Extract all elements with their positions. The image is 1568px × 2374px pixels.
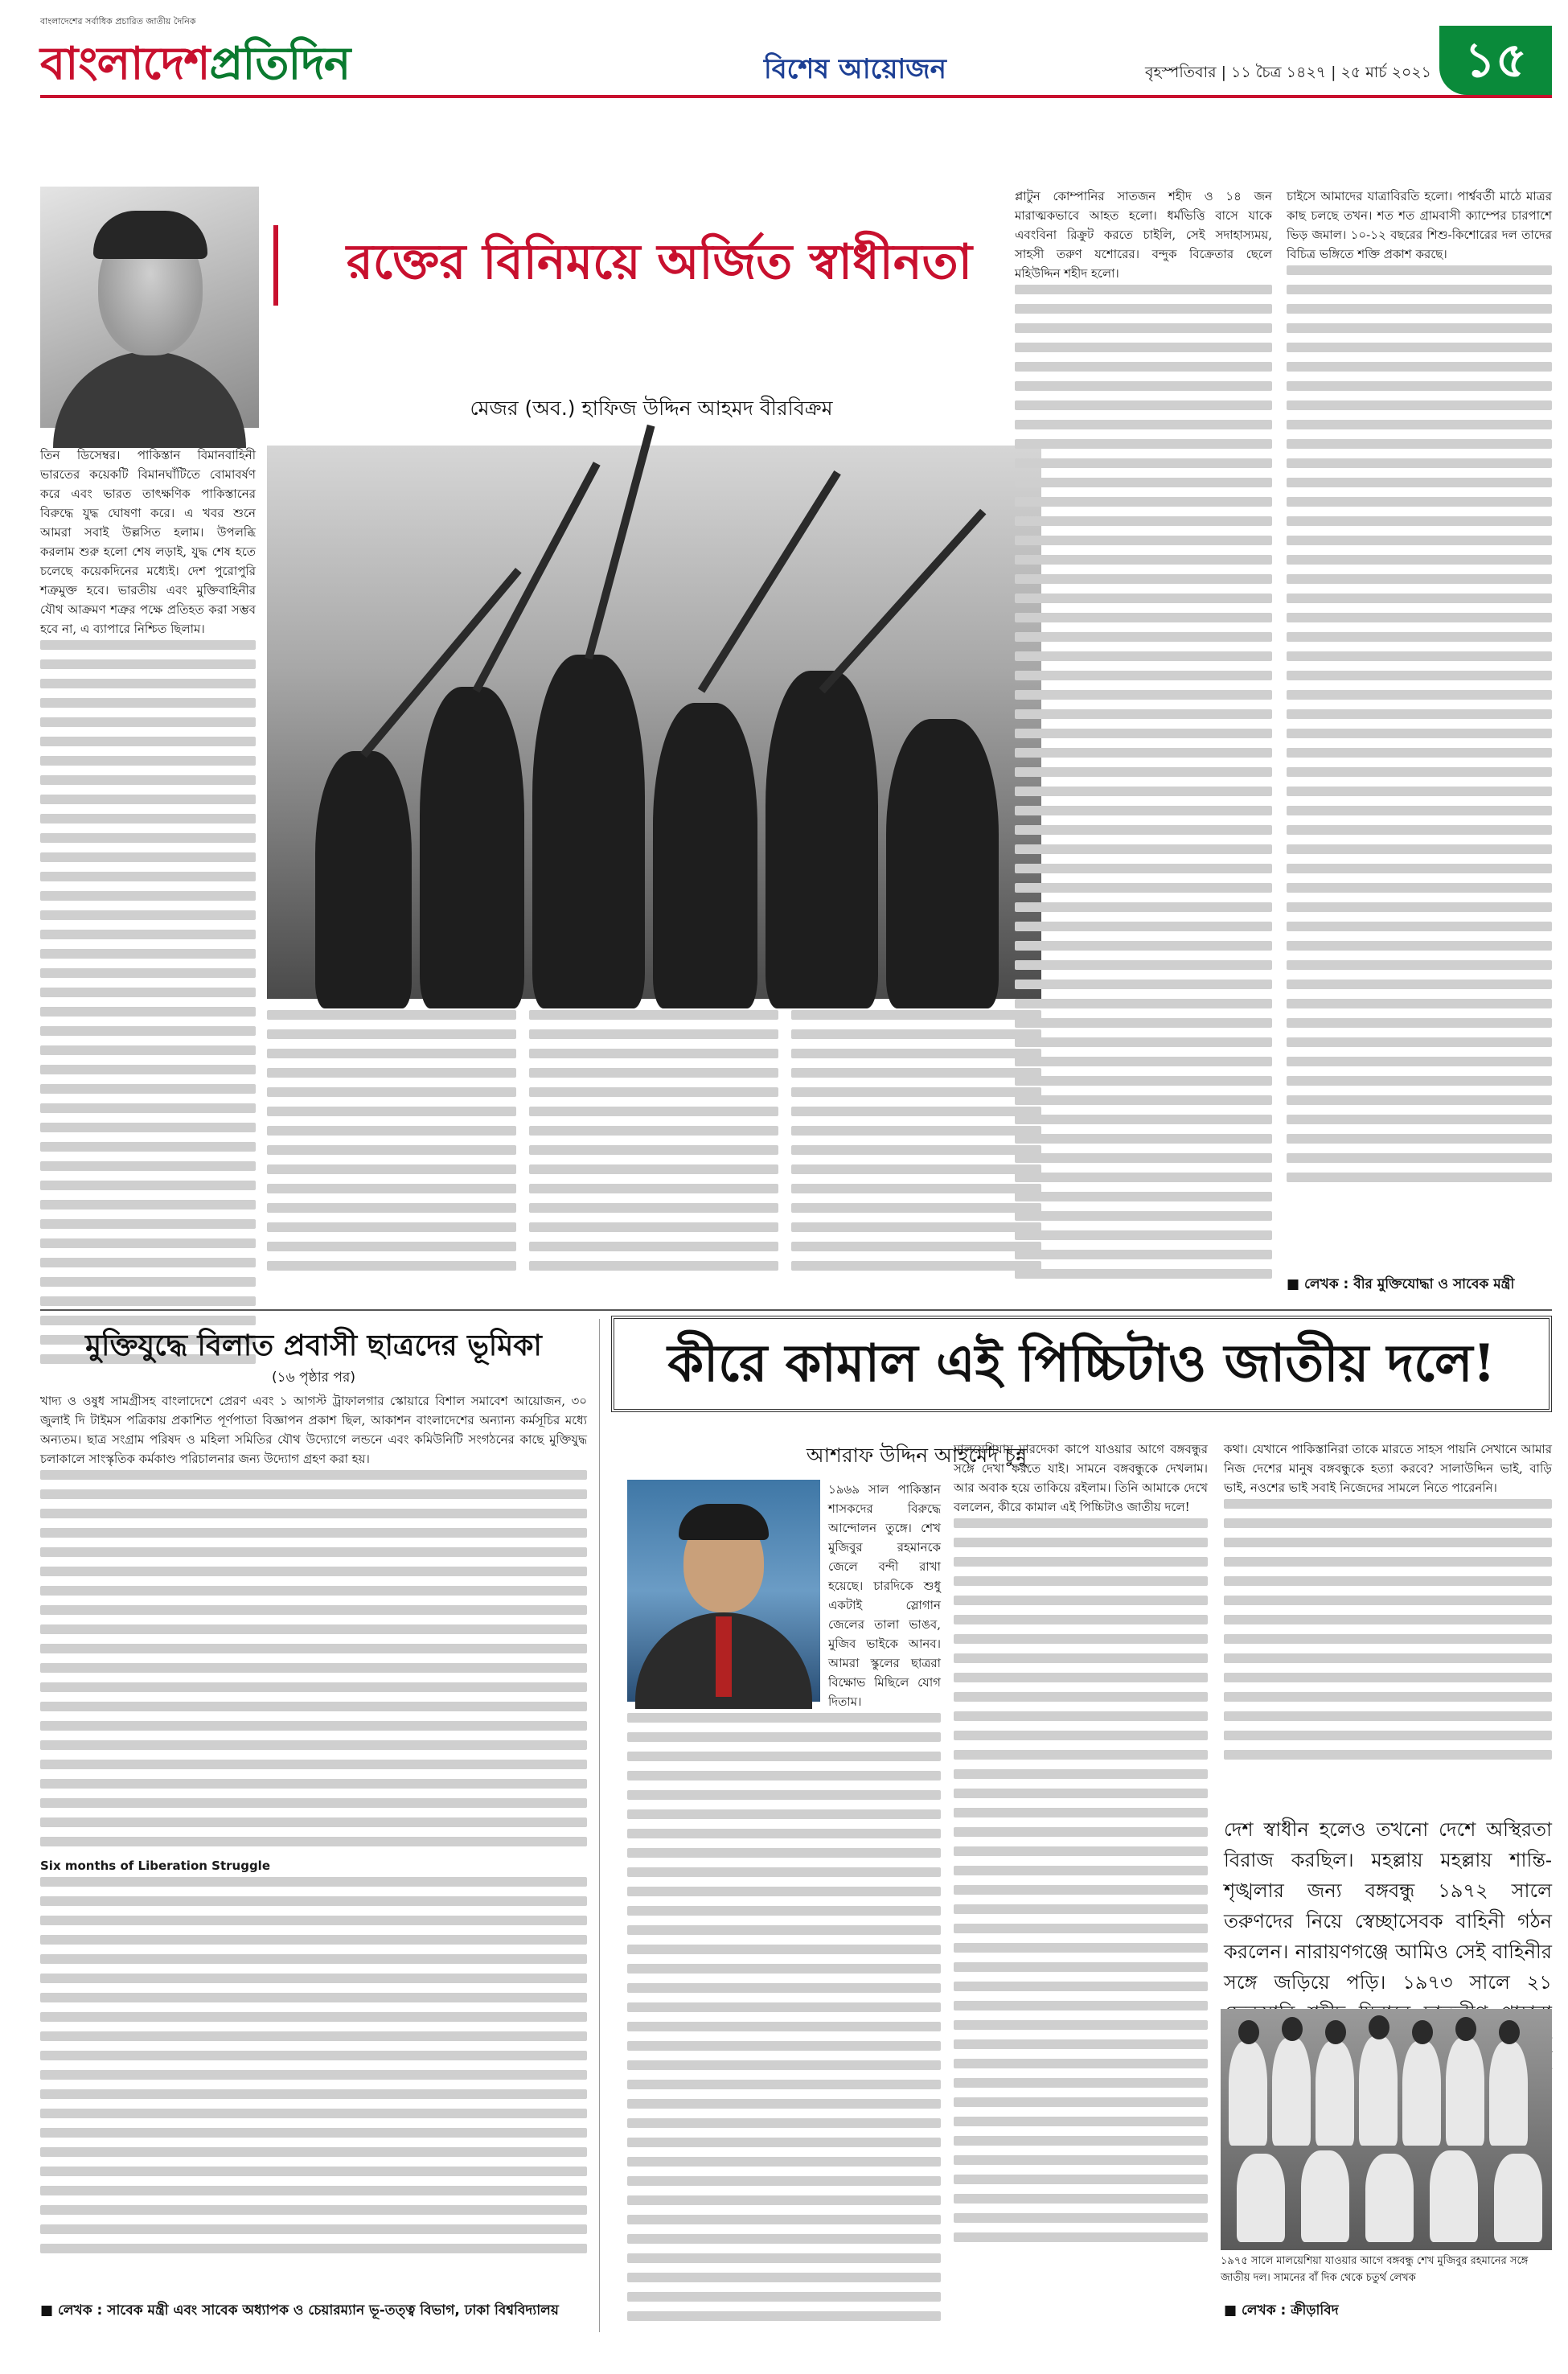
article-column-1 <box>40 446 256 1290</box>
liberation-photo <box>267 446 1041 999</box>
article-paragraph: চাইসে আমাদের যাত্রাবিরতি হলো। পার্শ্ববর্তী মাঠে মাত্রর কাছ চলছে তখন। শত শত গ্রামবাসী ক্যাম্পের চারপাশে ভিড় জমাল। ১০-১২ বছরের শিশু-কিশোরের দল তাদের বিচিত্র ভঙ্গিতে শক্তি প্রকাশ করছে। <box>1287 189 1552 261</box>
article-column-3b <box>791 1010 1041 1290</box>
english-phrase: Six months of Liberation Struggle <box>40 1859 270 1873</box>
article-paragraph: মালয়েশিয়ায় মারদেকা কাপে যাওয়ার আগে বঙ্গবন্ধুর সঙ্গে দেখা করতে যাই। সামনে বঙ্গবন্ধুকে দেখলাম। আর অবাক হয়ে তাকিয়ে রইলাম। তিনি আমাকে দেখে বললেন, কীরে কামাল এই পিচ্চিটাও জাতীয় দলে! <box>954 1442 1208 1514</box>
article-paragraph: খাদ্য ও ওষুধ সামগ্রীসহ বাংলাদেশে প্রেরণ এবং ১ আগস্ট ট্রাফালগার স্কোয়ারে বিশাল সমাবেশ আয়োজন, ৩০ জুলাই দি টাইমস পত্রিকায় প্রকাশিত পূর্ণপাতা বিজ্ঞাপন প্রকাশ ছিল, আকাশন বাংলাদেশের অন্যান্য কর্মসূচির মধ্যে অন্যতম। ছাত্র সংগ্রাম পরিষদ ও মহিলা সমিতির যৌথ উদ্যোগে লন্ডনে এবং কমিউনিটি সংগঠনের কাছে মুক্তিযুদ্ধ চলাকালে সাংস্কৃতিক কর্মকাণ্ড পরিচালনার জন্য উদ্যোগ গ্রহণ করা হয়। <box>40 1394 587 1466</box>
logo-green-text: প্রতিদিন <box>209 38 351 90</box>
page-number: ১৫ <box>1439 26 1552 95</box>
article-column-4 <box>1015 187 1272 1300</box>
team-photo <box>1221 2009 1552 2250</box>
article-column-5 <box>1287 187 1552 1264</box>
article-paragraph: ১৯৬৯ সাল পাকিস্তান শাসকদের বিরুদ্ধে আন্দোলন তুঙ্গে। শেখ মুজিবুর রহমানকে জেলে বন্দী রাখা হয়েছে। চারদিকে শুধু একটাই স্লোগান জেলের তালা ভাঙব, মুজিব ভাইকে আনব। আমরা স্কুলের ছাত্ররা বিক্ষোভ মিছিলে যোগ দিতাম। <box>828 1482 941 1709</box>
bottom-right-column-1 <box>627 1713 941 2340</box>
bottom-right-column-3 <box>1224 1440 1552 1801</box>
top-article <box>40 187 1041 1300</box>
section-label: বিশেষ আয়োজন <box>764 53 946 85</box>
bottom-right-byline: আশরাফ উদ্দিন আহমেদ চুন্নু <box>806 1444 1028 1467</box>
article-byline: মেজর (অব.) হাফিজ উদ্দিন আহমদ বীরবিক্রম <box>470 396 833 420</box>
logo-red-text: বাংলাদেশ <box>40 38 210 90</box>
bottom-right-tail <box>954 2316 1208 2332</box>
article-text-block <box>40 640 256 1364</box>
article-column-3 <box>529 1010 778 1290</box>
article-paragraph: প্লাটুন কোম্পানির সাতজন শহীদ ও ১৪ জন মারাত্মকভাবে আহত হলো। ধর্মভিত্তি বাসে যাকে এবংবিনা রিক্রুট করতে চাইলি, সেই সদাহাস্যময়, সাহসী তরুণ যশোরের। বন্দুক বিক্রেতার ছেলে মহিউদ্দিন শহীদ হলো। <box>1015 189 1272 281</box>
author-photo <box>40 187 259 428</box>
column-divider <box>599 1319 600 2332</box>
masthead-rule <box>40 95 1552 98</box>
article-headline: রক্তের বিনিময়ে অর্জিত স্বাধীনতা <box>273 225 1029 306</box>
pull-quote: দেশ স্বাধীন হলেও তখনো দেশে অস্থিরতা বিরাজ করছিল। মহল্লায় মহল্লায় শান্তি-শৃঙ্খলার জন্য বঙ্গবন্ধু ১৯৭২ সালে তরুণদের নিয়ে স্বেচ্ছাসেবক বাহিনী গঠন করলেন। নারায়ণগঞ্জে আমিও সেই বাহিনীর সঙ্গে জড়িয়ে পড়ি। ১৯৭৩ সালে ২১ <box>1224 1818 1552 1994</box>
article-paragraph: তিন ডিসেম্বর। পাকিস্তান বিমানবাহিনী ভারতের কয়েকটি বিমানঘাঁটিতে বোমাবর্ষণ করে এবং ভারত তাৎক্ষণিক পাকিস্তানের বিরুদ্ধে যুদ্ধ ঘোষণা করে। এ খবর শুনে আমরা সবাই উল্লসিত হলাম। উপলব্ধি করলাম শুরু হলো শেষ লড়াই, যুদ্ধ শেষ হতে চলেছে কয়েকদিনের মধ্যেই। দেশ পুরোপুরি শত্রুমুক্ত হবে। ভারতীয় এবং মুক্তিবাহিনীর যৌথ আক্রমণ শত্রুর পক্ষে প্রতিহত করা সম্ভব হবে না, এ ব্যাপারে নিশ্চিত ছিলাম। <box>40 448 256 636</box>
section-divider <box>40 1309 1552 1311</box>
bottom-right-footnote: ■ লেখক : ক্রীড়াবিদ <box>1224 2302 1339 2319</box>
article-footnote: ■ লেখক : বীর মুক্তিযোদ্ধা ও সাবেক মন্ত্রী <box>1287 1276 1515 1292</box>
bottom-left-footnote: ■ লেখক : সাবেক মন্ত্রী এবং সাবেক অধ্যাপক ও চেয়ারম্যান ভূ-তত্ত্ব বিভাগ, ঢাকা বিশ্ববিদ্যালয় <box>40 2302 559 2319</box>
bottom-left-body <box>40 1391 587 2228</box>
author-photo <box>627 1480 820 1702</box>
article-paragraph: কথা। যেখানে পাকিস্তানিরা তাকে মারতে সাহস পায়নি সেখানে আমার নিজ দেশের মানুষ বঙ্গবন্ধুকে হত্যা করবে? সালাউদ্দিন ভাই, বাড়ি ভাই, নওশের ভাই সবাই নিজেদের সামলে নিতে পারেননি। <box>1224 1442 1552 1495</box>
photo-caption: ১৯৭৫ সালে মালয়েশিয়া যাওয়ার আগে বঙ্গবন্ধু শেখ মুজিবুর রহমানের সঙ্গে জাতীয় দল। সামনের বাঁ দিক থেকে চতুর্থ লেখক <box>1221 2255 1529 2284</box>
dateline: বৃহস্পতিবার | ১১ চৈত্র ১৪২৭ | ২৫ মার্চ ২০২১ <box>1144 64 1431 81</box>
continued-marker: (১৬ পৃষ্ঠার পর) <box>272 1370 355 1386</box>
bottom-right-headline: কীরে কামাল এই পিচ্চিটাও জাতীয় দলে! <box>611 1316 1552 1412</box>
newspaper-logo[interactable] <box>40 29 350 105</box>
bottom-right-column-2 <box>954 1440 1208 2324</box>
article-column-2 <box>267 1010 516 1290</box>
bottom-right-intro <box>828 1480 941 1709</box>
bottom-left-title: মুক্তিযুদ্ধে বিলাত প্রবাসী ছাত্রদের ভূমিকা <box>85 1329 542 1362</box>
logo-tagline: বাংলাদেশের সর্বাধিক প্রচারিত জাতীয় দৈনিক <box>40 16 196 27</box>
masthead <box>40 10 1552 130</box>
